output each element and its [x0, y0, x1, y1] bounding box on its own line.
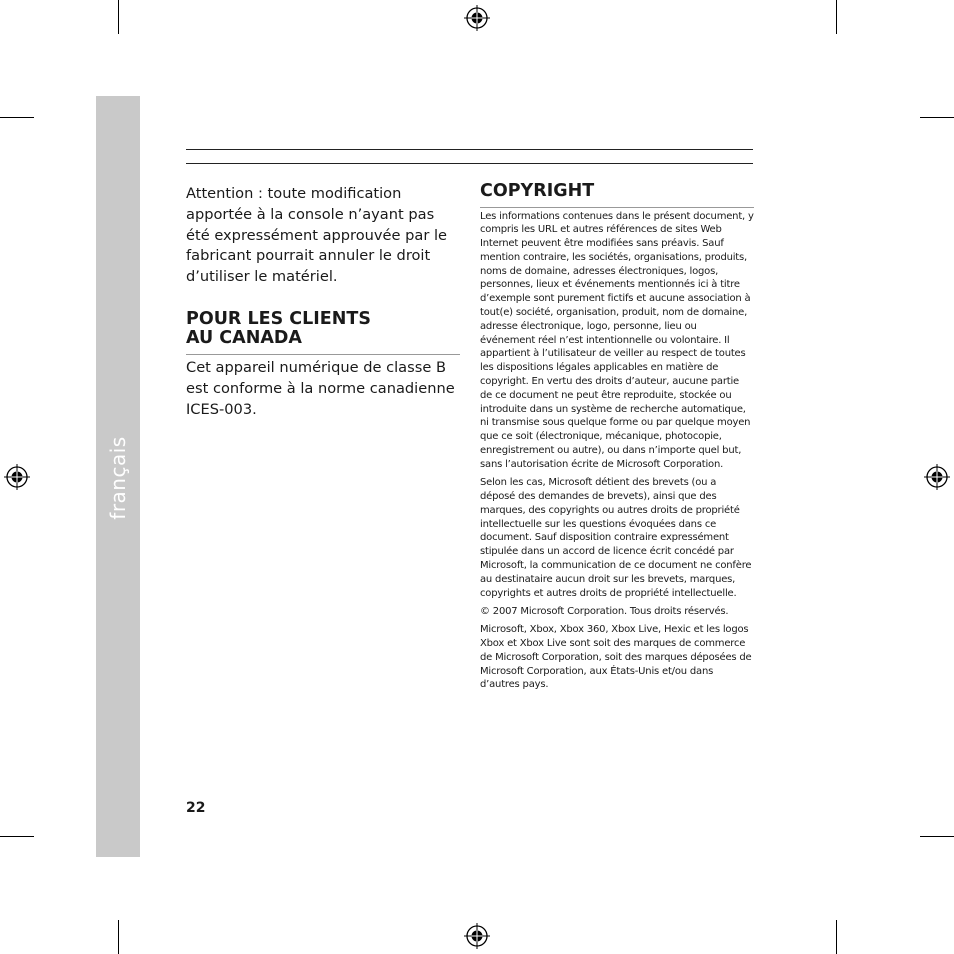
page-number: 22: [186, 800, 206, 816]
canada-paragraph: Cet appareil numérique de classe B est conforme à la norme canadienne ICES-003.: [186, 358, 455, 418]
language-tab-label: français: [106, 436, 130, 520]
registration-mark-bottom-icon: [464, 923, 490, 949]
header-rule-bottom: [186, 163, 753, 164]
crop-mark-top-left-h: [0, 117, 34, 118]
crop-mark-bottom-left-h: [0, 836, 34, 837]
registration-mark-left-icon: [4, 464, 30, 490]
canada-heading: [186, 310, 460, 355]
canada-heading-line2: AU CANADA: [186, 328, 302, 349]
header-rule-top: [186, 149, 753, 150]
left-column: [186, 184, 460, 420]
crop-mark-bottom-right-h: [920, 836, 954, 837]
crop-mark-top-right-v: [836, 0, 837, 34]
crop-mark-top-right-h: [920, 117, 954, 118]
crop-mark-bottom-right-v: [836, 920, 837, 954]
copyright-heading: COPYRIGHT: [480, 182, 754, 208]
right-column: [480, 182, 754, 697]
crop-mark-bottom-left-v: [118, 920, 119, 954]
trademark-paragraph: Microsoft, Xbox, Xbox 360, Xbox Live, Hexic et les logos Xbox et Xbox Live sont soit des marques de commerce de Microsoft Corporation, soit des marques déposées de Microsoft Corporation, aux États-Unis et/ou dans d’autres pays.: [480, 624, 752, 691]
canada-heading-line1: POUR LES CLIENTS: [186, 308, 371, 329]
copyright-paragraph-2: Selon les cas, Microsoft détient des brevets (ou a déposé des demandes de brevets), ainsi que des marques, des copyrights ou autres droits de propriété intellectuelle sur les questions évoquées dans ce document. Sauf disposition contraire expressément stipulée dans un accord de licence écrit concédé par Microsoft, la communication de ce document ne confère au destinataire aucun droit sur les brevets, marques, copyrights et autres droits de propriété intellectuelle.: [480, 477, 752, 599]
registration-mark-right-icon: [924, 464, 950, 490]
attention-paragraph: Attention : toute modification apportée à la console n’ayant pas été expressément approuvée par le fabricant pourrait annuler le droit d’utiliser le matériel.: [186, 185, 448, 286]
crop-mark-top-left-v: [118, 0, 119, 34]
copyright-notice: © 2007 Microsoft Corporation. Tous droits réservés.: [480, 605, 729, 617]
copyright-paragraph-1: Les informations contenues dans le présent document, y compris les URL et autres références de sites Web Internet peuvent être modifiées sans préavis. Sauf mention contraire, les sociétés, organisations, produits, noms de domaine, adresses électroniques, logos, personnes, lieux et événements mentionnés ici à titre d’exemple sont purement fictifs et aucune association à tout(e) société, organisation, produit, nom de domaine, adresse électronique, logo, personne, lieu ou événement réel n’est intentionnelle ou volontaire. Il appartient à l’utilisateur de veiller au respect de toutes les dispositions légales applicables en matière de copyright. En vertu des droits d’auteur, aucune partie de ce document ne peut être reproduite, stockée ou introduite dans un système de recherche automatique, ni transmise sous quelque forme ou par quelque moyen que ce soit (électronique, mécanique, photocopie, enregistrement ou autre), ou dans n’importe quel but, sans l’autorisation écrite de Microsoft Corporation.: [480, 210, 754, 470]
registration-mark-top-icon: [464, 5, 490, 31]
